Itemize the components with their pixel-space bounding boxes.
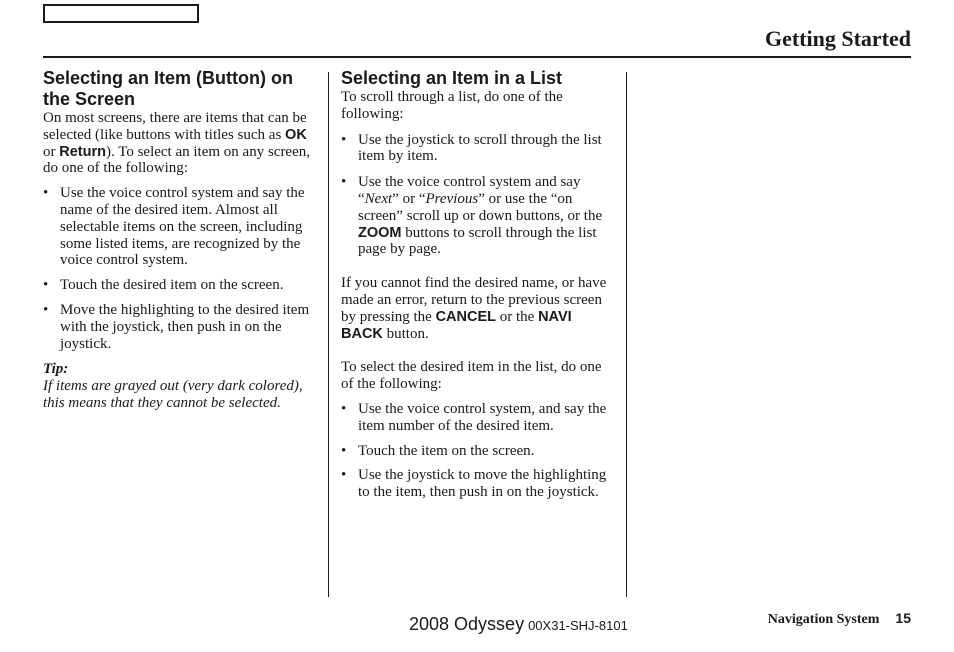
list-item: • Move the highlighting to the desired item with the joystick, then push in on the joystick. — [43, 302, 315, 352]
zoom-label: ZOOM — [358, 224, 402, 241]
cancel-label: CANCEL — [435, 308, 496, 325]
model-name: 2008 Odyssey — [409, 614, 525, 634]
list-item: • Use the voice control system and say the name of the desired item. Almost all selectable items on the screen, including some listed items, are recognized by the voice control system. — [43, 185, 315, 269]
select-bullet-list — [341, 401, 613, 501]
section-name: Navigation System — [767, 612, 880, 627]
list-item: • Use the joystick to scroll through the list item by item. — [341, 132, 613, 166]
section-heading-list: Selecting an Item in a List — [341, 68, 563, 88]
list-item: • Use the voice control system and say “Next” or “Previous” or use the “on screen” scroll up or down buttons, or the ZOOM buttons to scroll through the list page by page. — [341, 174, 613, 258]
left-bullet-list — [43, 185, 315, 352]
header-tab-box — [43, 4, 199, 23]
select-paragraph: To select the desired item in the list, do one of the following: — [341, 359, 602, 393]
right-intro-paragraph: To scroll through a list, do one of the following: — [341, 89, 563, 122]
model-code: 00X31-SHJ-8101 — [528, 618, 628, 633]
footer-section — [768, 610, 911, 628]
left-intro-paragraph: On most screens, there are items that can be selected (like buttons with titles such as OK or Return). To select an item on any screen, do one of the following: — [43, 110, 311, 177]
cancel-paragraph: If you cannot find the desired name, or have made an error, return to the previous screen by pressing the CANCEL or the NAVI BACK button. — [341, 275, 607, 342]
page-number: 15 — [895, 610, 911, 626]
column-divider-left — [328, 72, 329, 597]
tip-label: Tip: — [43, 361, 69, 378]
header-divider — [43, 56, 911, 58]
column-divider-right — [626, 72, 627, 597]
ok-label: OK — [285, 126, 307, 143]
tip-text: If items are grayed out (very dark colored), this means that they cannot be selected. — [43, 378, 303, 411]
footer-model — [409, 614, 628, 635]
left-column — [43, 68, 315, 412]
list-item: • Use the joystick to move the highlighting to the item, then push in on the joystick. — [341, 467, 613, 501]
navi-back-label: NAVI BACK — [341, 308, 572, 342]
list-item: • Use the voice control system, and say the item number of the desired item. — [341, 401, 613, 435]
section-heading-button: Selecting an Item (Button) on the Screen — [43, 68, 293, 109]
right-column — [341, 68, 613, 501]
return-label: Return — [59, 143, 106, 160]
list-item: • Touch the item on the screen. — [341, 443, 613, 460]
scroll-bullet-list — [341, 132, 613, 259]
page-title: Getting Started — [764, 26, 911, 51]
list-item: • Touch the desired item on the screen. — [43, 277, 315, 294]
